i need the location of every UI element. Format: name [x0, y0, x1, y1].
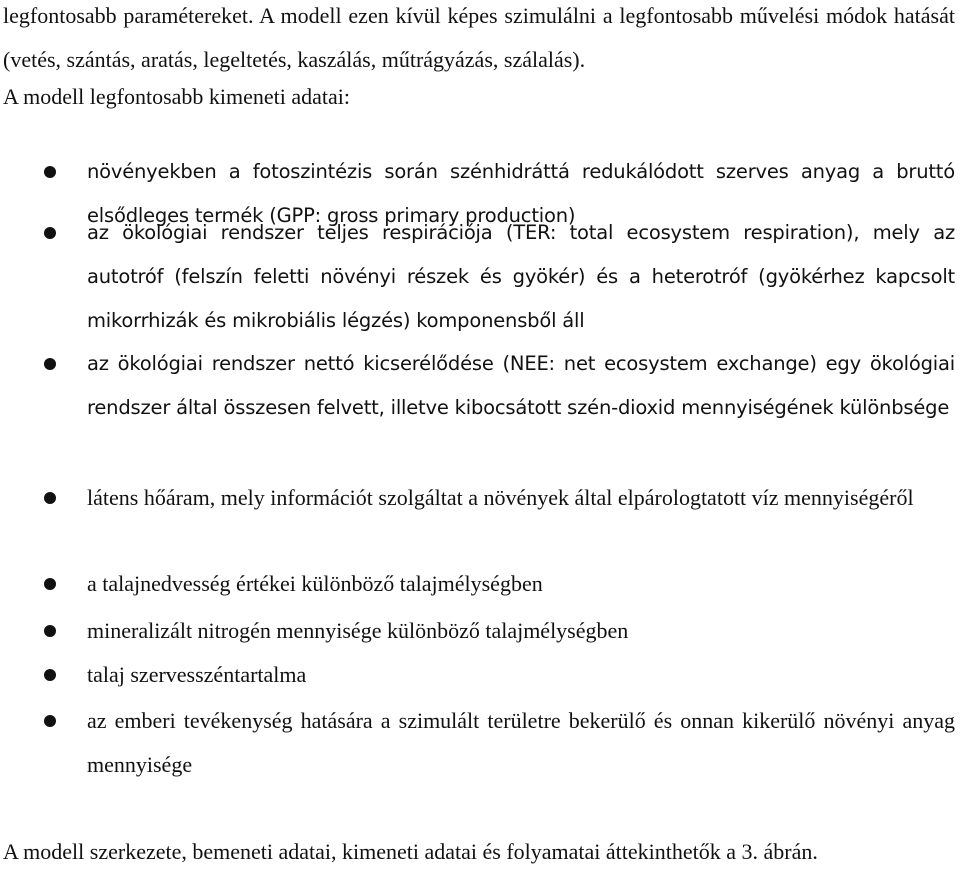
list-item-text: a talajnedvesség értékei különböző talajmélységben: [87, 571, 543, 596]
list-item-text: az emberi tevékenység hatására a szimulált területre bekerülő és onnan kikerülő növényi anyag mennyisége: [87, 708, 955, 777]
list-item-text: látens hőáram, mely információt szolgáltat a növények által elpárologtatott víz mennyiségéről: [87, 485, 914, 510]
list-item-text: mineralizált nitrogén mennyisége különböző talajmélységben: [87, 618, 629, 643]
bullet-icon: [44, 715, 56, 727]
list-item-text: növényekben a fotoszintézis során szénhidráttá redukálódott szerves anyag a bruttó elsődleges termék (GPP: gross primary production): [87, 160, 955, 227]
bullet-icon: [44, 358, 56, 370]
list-item-text: az ökológiai rendszer teljes respirációja (TER: total ecosystem respiration), mely az autotróf (felszín feletti növényi részek és gyökér) és a heterotróf (gyökérhez kapcsolt mikorrhizák és mikrobiális légzés) komponensből áll: [87, 221, 955, 332]
intro-paragraph: legfontosabb paramétereket. A modell ezen kívül képes szimulálni a legfontosabb művelési módok hatását (vetés, szántás, aratás, legeltetés, kaszálás, műtrágyázás, szálalás).: [3, 3, 955, 72]
outputs-heading: A modell legfontosabb kimeneti adatai:: [3, 84, 351, 109]
bullet-icon: [44, 492, 56, 504]
bullet-icon: [44, 166, 56, 178]
bullet-icon: [44, 625, 56, 637]
bullet-icon: [44, 578, 56, 590]
closing-paragraph: A modell szerkezete, bemeneti adatai, kimeneti adatai és folyamatai áttekinthetők a 3. ábrán.: [3, 839, 818, 864]
list-item-text: talaj szervesszéntartalma: [87, 662, 307, 687]
bullet-icon: [44, 669, 56, 681]
bullet-icon: [44, 227, 56, 239]
list-item-text: az ökológiai rendszer nettó kicserélődése (NEE: net ecosystem exchange) egy ökológiai rendszer által összesen felvett, illetve kibocsátott szén-dioxid mennyiségének különbsége: [87, 352, 955, 419]
